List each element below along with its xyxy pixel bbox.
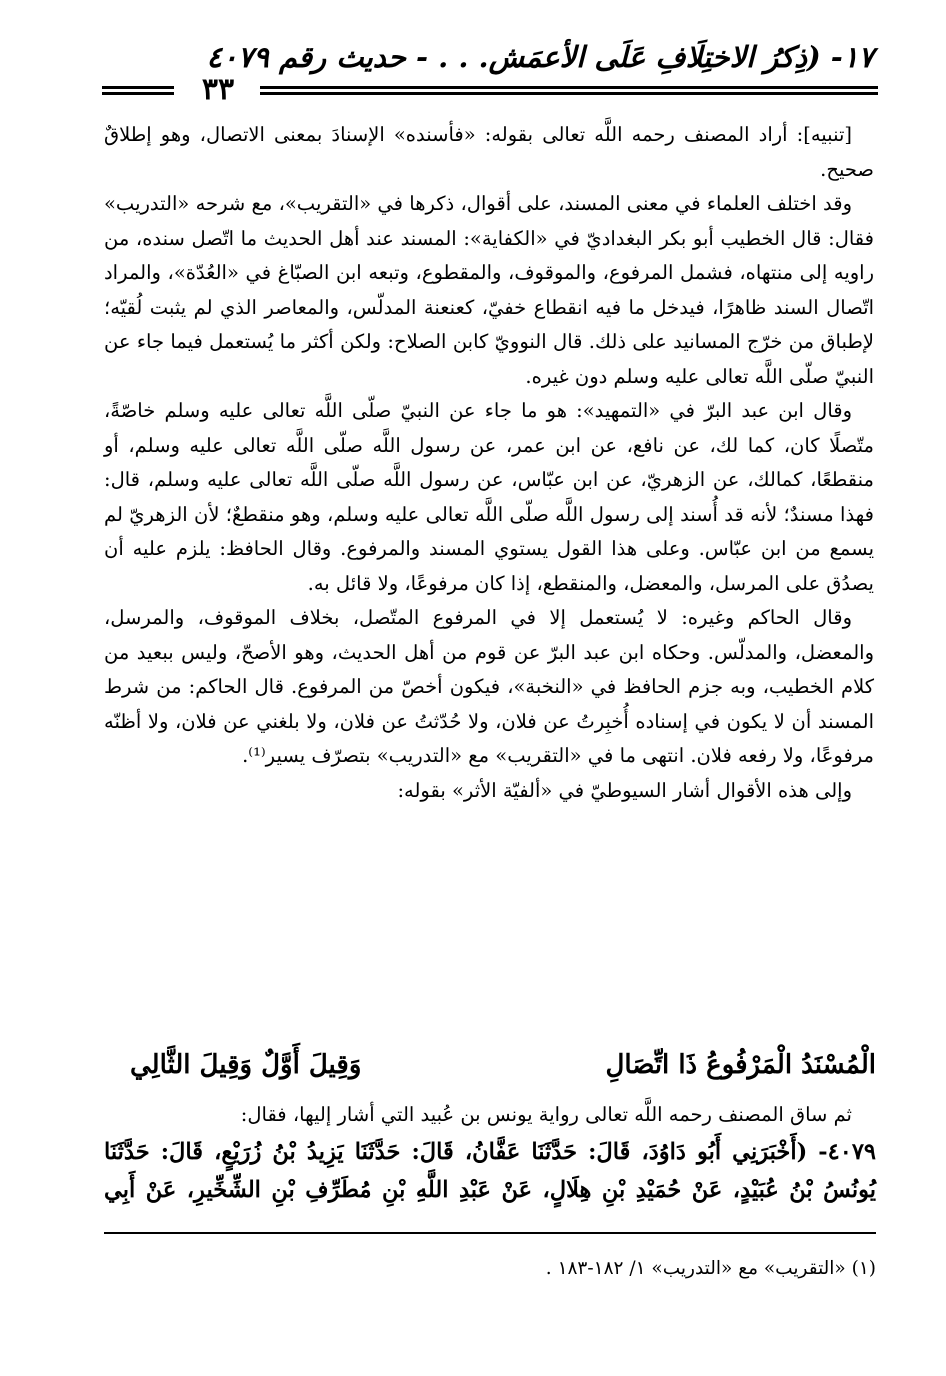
paragraph-transition: ثم ساق المصنف رحمه اللَّه تعالى رواية يونس بن عُبيد التي أشار إليها، فقال: [240, 1103, 852, 1126]
paragraph-note: [تنبيه]: أراد المصنف رحمه اللَّه تعالى بقوله: «فأسنده» الإسنادَ بمعنى الاتصال، وهو إطلاقٌ صحيح. [104, 123, 874, 181]
footnote-separator [104, 1232, 876, 1234]
footnote: (١) «التقريب» مع «التدريب» ١/ ١٨٢-١٨٣ . [545, 1258, 876, 1279]
paragraph-ibn-abd-al-barr: وقال ابن عبد البرّ في «التمهيد»: هو ما جاء عن النبيّ صلّى اللَّه تعالى عليه وسلم خاصّةً، متّصلًا كان، كما لك، عن نافع، عن ابن عمر، عن رسول اللَّه صلّى اللَّه تعالى عليه وسلم، أو منقطعًا، كمالك، عن الزهريّ، عن ابن عبّاس، عن رسول اللَّه صلّى اللَّه تعالى عليه وسلم، قال: فهذا مسندٌ؛ لأنه قد أُسند إلى رسول اللَّه صلّى اللَّه تعالى عليه وسلم، وهو منقطعٌ؛ لأن الزهريّ لم يسمع من ابن عبّاس. وعلى هذا القول يستوي المسند والمرفوع. وقال الحافظ: يلزم عليه أن يصدُق على المرسل، والمعضل، والمنقطع، إذا كان مرفوعًا، ولا قائل به. [104, 399, 874, 595]
verse-second-hemistich: وَقِيلَ أَوَّلٌ وَقِيلَ الثَّالِي [130, 1050, 362, 1080]
paragraph-al-hakim: وقال الحاكم وغيره: لا يُستعمل إلا في المرفوع المتّصل، بخلاف الموقوف، والمرسل، والمعضل، والمدلّس. وحكاه ابن عبد البرّ عن قوم من أهل الحديث، وهو الأصحّ، وليس ببعيد من كلام الخطيب، وبه جزم الحافظ في «النخبة»، فيكون أخصّ من المرفوع. قال الحاكم: من شرط المسند أن لا يكون في إسناده أُخبِرتُ عن فلان، ولا حُدّثتُ عن فلان، ولا بلغني عن فلان، ولا أظنّه مرفوعًا، ولا رفعه فلان. انتهى ما في «التقريب» مع «التدريب» بتصرّف يسير⁽¹⁾. [104, 606, 874, 767]
hadith-text: ٤٠٧٩- (أَخْبَرَنِي أَبُو دَاوُدَ، قَالَ: حَدَّثَنَا عَفَّانُ، قَالَ: حَدَّثَنَا يَزِيدُ بْنُ زُرَيْعٍ، قَالَ: حَدَّثَنَا يُونُسُ بْنُ عُبَيْدٍ، عَنْ حُمَيْدِ بْنِ هِلَالٍ، عَنْ عَبْدِ اللَّهِ بْنِ مُطَرِّفِ بْنِ الشِّخِّيرِ، عَنْ أَبِي [104, 1139, 876, 1203]
main-text [104, 118, 874, 808]
running-header-title: ١٧- (ذِكرُ الاختِلَافِ عَلَى الأعمَش. . . - حديث رقم ٤٠٧٩ [206, 40, 874, 74]
paragraph-definitions: وقد اختلف العلماء في معنى المسند، على أقوال، ذكرها في «التقريب»، مع شرحه «التدريب» فقال: قال الخطيب أبو بكر البغداديّ في «الكفاية»: المسند عند أهل الحديث ما اتّصل سنده، من راويه إلى منتهاه، فشمل المرفوع، والموقوف، والمقطوع، وتبعه ابن الصبّاغ في «العُدّة»، والمراد اتّصال السند ظاهرًا، فيدخل ما فيه انقطاع خفيّ، كعنعنة المدلّس، والمعاصر الذي لم يثبت لُقيّه؛ لإطباق من خرّج المسانيد على ذلك. قال النوويّ كابن الصلاح: ولكن أكثر ما يُستعمل فيما جاء عن النبيّ صلّى اللَّه تعالى عليه وسلم دون غيره. [104, 192, 874, 388]
transition-text [104, 1098, 874, 1133]
paragraph-verse-intro: وإلى هذه الأقوال أشار السيوطيّ في «ألفيّة الأثر» بقوله: [397, 778, 852, 802]
header-rule [260, 86, 878, 89]
header-rule [260, 92, 878, 95]
page-number: ٣٣ [201, 72, 235, 107]
header-rule [102, 92, 174, 95]
verse-first-hemistich: الْمُسْنَدُ الْمَرْفُوعُ ذَا اتِّصَالِ [605, 1050, 876, 1080]
header-rule [102, 86, 174, 89]
poetry-verse [130, 1050, 876, 1080]
